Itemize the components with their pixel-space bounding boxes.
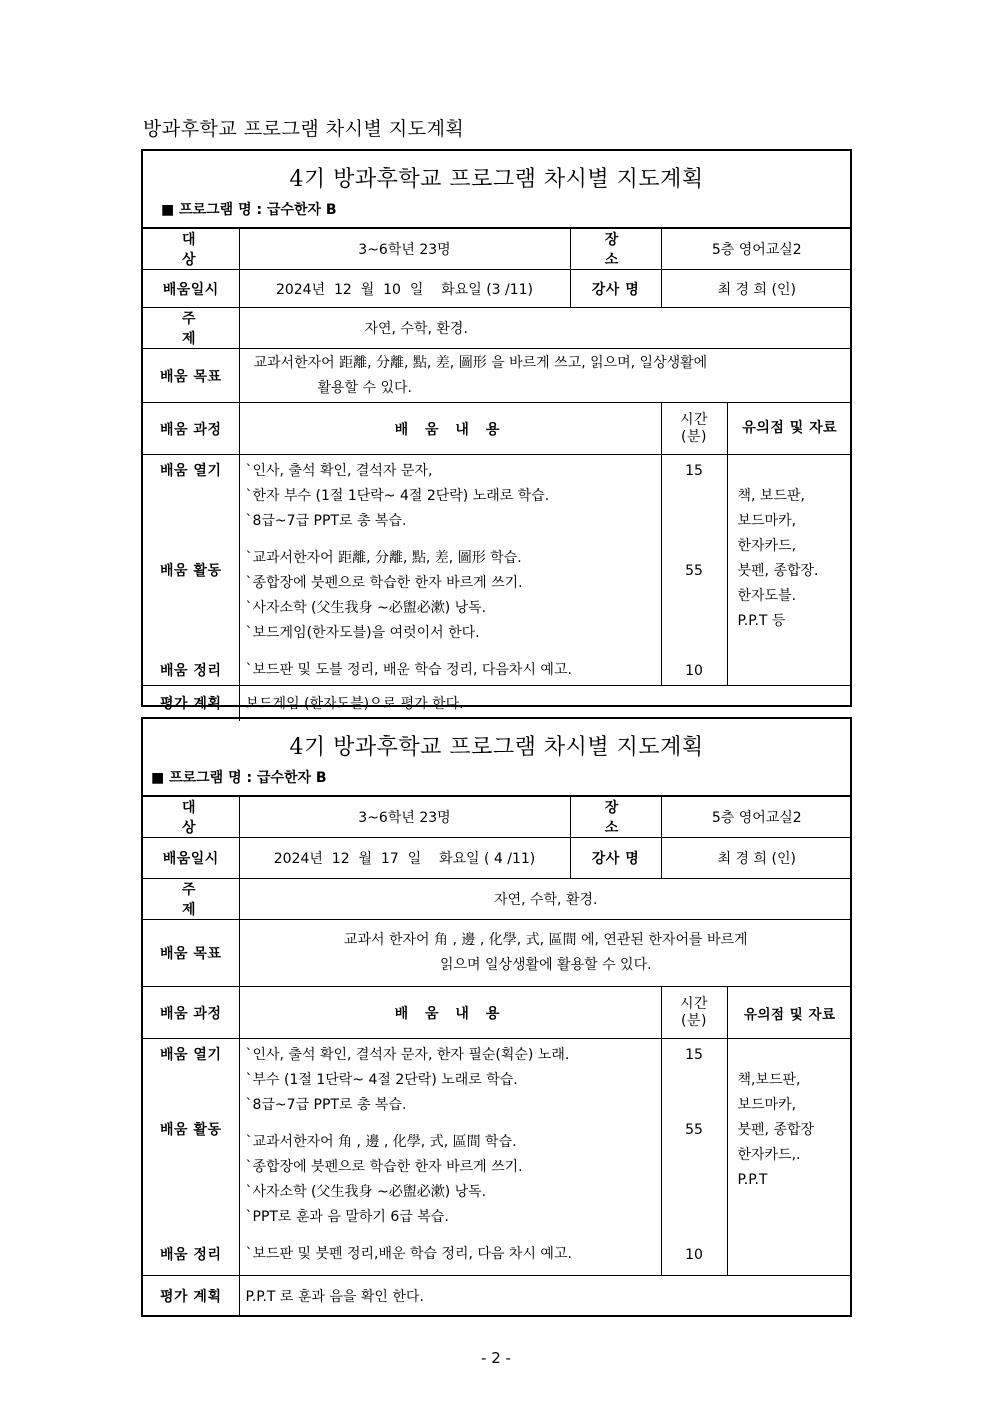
- goal-label: 배움 목표: [143, 920, 239, 987]
- plan-title: 4기 방과후학교 프로그램 차시별 지도계획: [289, 734, 704, 760]
- content-line: `인사, 출석 확인, 결석자 문자,: [245, 463, 433, 479]
- notes-line: 한자도블.: [737, 588, 797, 604]
- content-line: `보드판 및 붓펜 정리,배운 학습 정리, 다음 차시 예고.: [245, 1246, 572, 1262]
- time-value: 10: [685, 663, 703, 679]
- process-label: 배움 과정: [143, 987, 239, 1039]
- notes-column: [727, 1039, 852, 1276]
- goal-text: [239, 920, 852, 987]
- date-label: 배움일시: [143, 838, 239, 879]
- plan-table: [143, 228, 852, 721]
- notes-line: 한자카드,.: [737, 1147, 801, 1163]
- content-line: `PPT로 훈과 음 말하기 6급 복습.: [245, 1209, 449, 1225]
- stage-activity: 배움 활동: [160, 563, 222, 579]
- process-label: 배움 과정: [143, 403, 239, 455]
- content-line: `부수 (1절 1단락~ 4절 2단락) 노래로 학습.: [245, 1072, 518, 1088]
- notes-label: 유의점 및 자료: [727, 403, 852, 455]
- target-value: 3~6학년 23명: [239, 797, 570, 838]
- time-value: 15: [685, 463, 703, 479]
- stage-close: 배움 정리: [160, 1247, 222, 1263]
- notes-line: 보드마카,: [737, 1097, 797, 1113]
- eval-value: P.P.T 로 훈과 음을 확인 한다.: [239, 1276, 852, 1316]
- notes-label: 유의점 및 자료: [727, 987, 852, 1039]
- content-line: `인사, 출석 확인, 결석자 문자, 한자 필순(획순) 노래.: [245, 1047, 570, 1063]
- notes-line: 책,보드판,: [737, 1072, 801, 1088]
- content-line: `보드판 및 도블 정리, 배운 학습 정리, 다음차시 예고.: [245, 662, 572, 678]
- content-line: `8급~7급 PPT로 총 복습.: [245, 513, 407, 529]
- goal-text: [239, 349, 852, 403]
- content-label: 배 움 내 용: [239, 987, 661, 1039]
- stage-activity: 배움 활동: [160, 1122, 222, 1138]
- plan-table: [143, 796, 852, 1316]
- eval-value: 보드게임 (한자도블)으로 평가 한다.: [239, 686, 852, 721]
- notes-line: P.P.T: [737, 1172, 768, 1188]
- content-line: `교과서한자어 角 , 邊 , 化學, 式, 區間 학습.: [245, 1134, 517, 1150]
- program-name: ■ 프로그램 명 : 급수한자 B: [143, 767, 850, 796]
- content-line: `종합장에 붓펜으로 학습한 한자 바르게 쓰기.: [245, 575, 523, 591]
- time-column: [661, 1039, 727, 1276]
- lesson-plan-1: [141, 149, 852, 713]
- topic-value: 자연, 수학, 환경.: [239, 879, 852, 920]
- eval-label: 평가 계획: [143, 1276, 239, 1316]
- date-label: 배움일시: [143, 270, 239, 308]
- target-label: 대 상: [143, 229, 239, 270]
- goal-label: 배움 목표: [143, 349, 239, 403]
- content-line: `한자 부수 (1절 1단락~ 4절 2단락) 노래로 학습.: [245, 488, 550, 504]
- teacher-label: 강사 명: [570, 270, 661, 308]
- content-line: `사자소학 (父生我身 ~必盥必漱) 낭독.: [245, 600, 487, 616]
- place-value: 5층 영어교실2: [661, 797, 852, 838]
- notes-column: [727, 455, 852, 686]
- target-label: 대 상: [143, 797, 239, 838]
- stage-open: 배움 열기: [160, 1047, 222, 1063]
- place-label: 장 소: [570, 229, 661, 270]
- goal-line: 활용할 수 있다.: [317, 379, 412, 396]
- content-line: `종합장에 붓펜으로 학습한 한자 바르게 쓰기.: [245, 1159, 523, 1175]
- date-value: 2024년 12 월 17 일 화요일 ( 4 /11): [239, 838, 570, 879]
- content-line: `교과서한자어 距離, 分離, 點, 差, 圖形 학습.: [245, 550, 522, 566]
- content-line: `8급~7급 PPT로 총 복습.: [245, 1097, 407, 1113]
- stage-column: [143, 455, 239, 686]
- time-value: 55: [685, 563, 703, 579]
- time-value: 55: [685, 1122, 703, 1138]
- notes-line: 한자카드,: [737, 538, 797, 554]
- content-label: 배 움 내 용: [239, 403, 661, 455]
- program-name: ■ 프로그램 명 : 급수한자 B: [143, 199, 850, 228]
- time-column: [661, 455, 727, 686]
- time-label: 시간 (분): [661, 987, 727, 1039]
- topic-label: 주 제: [143, 879, 239, 920]
- notes-line: 붓펜, 종합장.: [737, 563, 819, 579]
- stage-column: [143, 1039, 239, 1276]
- time-value: 15: [685, 1047, 703, 1063]
- notes-line: 붓펜, 종합장: [737, 1122, 815, 1138]
- content-line: `사자소학 (父生我身 ~必盥必漱) 낭독.: [245, 1184, 487, 1200]
- topic-label: 주 제: [143, 308, 239, 349]
- content-column: [239, 1039, 661, 1276]
- target-value: 3~6학년 23명: [239, 229, 570, 270]
- goal-line: 교과서 한자어 角 , 邊 , 化學, 式, 區間 에, 연관된 한자어를 바르게: [343, 932, 748, 948]
- plan-title: 4기 방과후학교 프로그램 차시별 지도계획: [289, 166, 704, 192]
- time-value: 10: [685, 1247, 703, 1263]
- place-label: 장 소: [570, 797, 661, 838]
- place-value: 5층 영어교실2: [661, 229, 852, 270]
- document-heading: 방과후학교 프로그램 차시별 지도계획: [143, 118, 465, 140]
- topic-value: 자연, 수학, 환경.: [239, 308, 852, 349]
- notes-line: P.P.T 등: [737, 613, 786, 629]
- teacher-value: 최 경 희 (인): [661, 270, 852, 308]
- time-label: 시간 (분): [661, 403, 727, 455]
- page-number: - 2 -: [481, 1349, 511, 1367]
- teacher-value: 최 경 희 (인): [661, 838, 852, 879]
- content-column: [239, 455, 661, 686]
- goal-line: 읽으며 일상생활에 활용할 수 있다.: [439, 957, 652, 973]
- stage-open: 배움 열기: [160, 463, 222, 479]
- notes-line: 책, 보드판,: [737, 488, 805, 504]
- lesson-plan-2: [141, 717, 852, 1317]
- date-value: 2024년 12 월 10 일 화요일 (3 /11): [239, 270, 570, 308]
- notes-line: 보드마카,: [737, 513, 797, 529]
- teacher-label: 강사 명: [570, 838, 661, 879]
- eval-label: 평가 계획: [143, 686, 239, 721]
- goal-line: 교과서한자어 距離, 分離, 點, 差, 圖形 을 바르게 쓰고, 읽으며, 일상생활에: [253, 354, 708, 371]
- stage-close: 배움 정리: [160, 663, 222, 679]
- content-line: `보드게임(한자도블)을 여럿이서 한다.: [245, 625, 480, 641]
